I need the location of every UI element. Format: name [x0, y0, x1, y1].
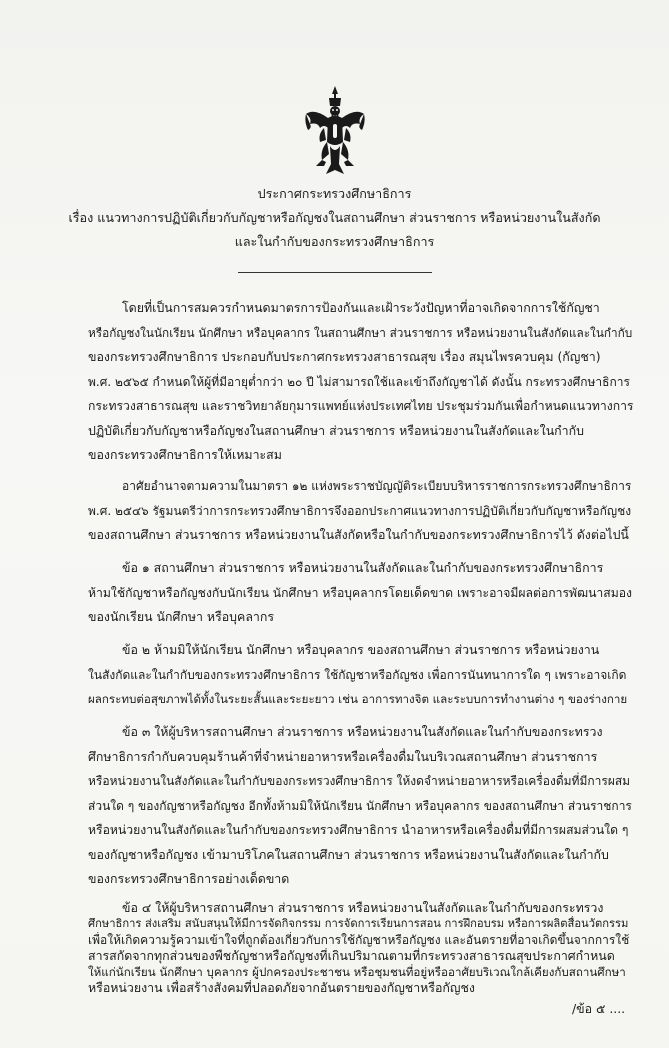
text-line: ในสังกัดและในกำกับของกระทรวงศึกษาธิการ ใช้กัญชาหรือกัญชง เพื่อการนันทนาการใด ๆ เพราะอาจเกิด [88, 667, 627, 682]
announcement-subject: เรื่อง แนวทางการปฏิบัติเกี่ยวกับกัญชาหรือกัญชงในสถานศึกษา ส่วนราชการ หรือหน่วยงานในสังกัด [68, 210, 601, 225]
text-line: ของสถานศึกษา ส่วนราชการ หรือหน่วยงานในสังกัดหรือในกำกับของกระทรวงศึกษาธิการไว้ ดังต่อไปนี้ [88, 527, 629, 542]
text-line: อาศัยอำนาจตามความในมาตรา ๑๒ แห่งพระราชบัญญัติระเบียบบริหารราชการกระทรวงศึกษาธิการ [122, 479, 632, 493]
text-line: ข้อ ๔ ให้ผู้บริหารสถานศึกษา ส่วนราชการ หรือหน่วยงานในสังกัดและในกำกับของกระทรวง [122, 900, 604, 915]
text-line: กระทรวงสาธารณสุข และราชวิทยาลัยกุมารแพทย์แห่งประเทศไทย ประชุมร่วมกันเพื่อกำหนดแนวทางการ [88, 399, 633, 413]
text-line: หรือหน่วยงานในสังกัดและในกำกับของกระทรวงศึกษาธิการ ให้งดจำหน่ายอาหารหรือเครื่องดื่มที่มีการผสม [88, 774, 631, 788]
text-line: ส่วนใด ๆ ของกัญชาหรือกัญชง อีกทั้งห้ามมิให้นักเรียน นักศึกษา หรือบุคลากร ของสถานศึกษา ส่วนราชการ [88, 798, 632, 813]
text-line: ข้อ ๑ สถานศึกษา ส่วนราชการ หรือหน่วยงานในสังกัดและในกำกับของกระทรวงศึกษาธิการ [122, 560, 604, 575]
continuation-marker: /ข้อ ๕ .... [572, 1001, 626, 1016]
text-line: เพื่อให้เกิดความรู้ความเข้าใจที่ถูกต้องเกี่ยวกับการใช้กัญชาหรือกัญชง และอันตรายที่อาจเกิดขึ้นจากการใช้ [88, 933, 630, 947]
text-line: ข้อ ๒ ห้ามมิให้นักเรียน นักศึกษา หรือบุคลากร ของสถานศึกษา ส่วนราชการ หรือหน่วยงาน [122, 642, 600, 657]
text-line: ให้แก่นักเรียน นักศึกษา บุคลากร ผู้ปกครองประชาชน หรือชุมชนที่อยู่หรืออาศัยบริเวณใกล้เคียงกับสถานศึกษา [88, 965, 626, 979]
text-line: ของกระทรวงศึกษาธิการอย่างเด็ดขาด [88, 871, 290, 886]
paragraph-clause-1 [88, 556, 633, 630]
text-line: หรือหน่วยงาน เพื่อสร้างสังคมที่ปลอดภัยจากอันตรายของกัญชาหรือกัญชง [88, 980, 475, 995]
announcement-subject-continued: และในกำกับของกระทรวงศึกษาธิการ [234, 234, 435, 249]
text-line: ของกระทรวงศึกษาธิการให้เหมาะสม [88, 447, 282, 462]
header-divider [238, 272, 432, 273]
text-line: หรือหน่วยงานในสังกัดและในกำกับของกระทรวงศึกษาธิการ นำอาหารหรือเครื่องดื่มที่มีการผสมส่วนใด ๆ [88, 823, 629, 837]
paragraph-clause-4 [88, 900, 633, 996]
text-line: ของกระทรวงศึกษาธิการ ประกอบกับประกาศกระทรวงสาธารณสุข เรื่อง สมุนไพรควบคุม (กัญชา) [88, 349, 601, 364]
announcement-header [60, 182, 609, 254]
garuda-emblem-icon [302, 84, 368, 176]
text-line: ปฏิบัติเกี่ยวกับกัญชาหรือกัญชงในสถานศึกษา ส่วนราชการ หรือหน่วยงานในสังกัดและในกำกับ [88, 422, 585, 438]
text-line: สารสกัดจากทุกส่วนของพืชกัญชาหรือกัญชงที่เกินปริมาณตามที่กระทรวงสาธารณสุขประกาศกำหนด [88, 948, 615, 963]
text-line: ของนักเรียน นักศึกษา หรือบุคลากร [88, 609, 275, 624]
text-line: ข้อ ๓ ให้ผู้บริหารสถานศึกษา ส่วนราชการ หรือหน่วยงานในสังกัดและในกำกับของกระทรวง [122, 724, 603, 739]
paragraph-clause-2 [88, 638, 633, 712]
text-line: ของกัญชาหรือกัญชง เข้ามาบริโภคในสถานศึกษา ส่วนราชการ หรือหน่วยงานในสังกัดและในกำกับ [88, 846, 609, 862]
text-line: พ.ศ. ๒๕๖๕ กำหนดให้ผู้ที่มีอายุต่ำกว่า ๒๐ ปี ไม่สามารถใช้และเข้าถึงกัญชาได้ ดังนั้น กระทรวงศึกษาธิการ [88, 374, 630, 389]
text-line: พ.ศ. ๒๕๔๖ รัฐมนตรีว่าการกระทรวงศึกษาธิการจึงออกประกาศแนวทางการปฏิบัติเกี่ยวกับกัญชาหรือกัญชง [88, 503, 632, 518]
text-line: หรือกัญชงในนักเรียน นักศึกษา หรือบุคลากร ในสถานศึกษา ส่วนราชการ หรือหน่วยงานในสังกัดและในกำกับ [88, 325, 633, 340]
text-line: ศึกษาธิการกำกับควบคุมร้านค้าที่จำหน่ายอาหารหรือเครื่องดื่มในบริเวณสถานศึกษา ส่วนราชการ [88, 748, 598, 764]
text-line: โดยที่เป็นการสมควรกำหนดมาตรการป้องกันและเฝ้าระวังปัญหาที่อาจเกิดจากการใช้กัญชา [122, 300, 600, 315]
announcement-title: ประกาศกระทรวงศึกษาธิการ [257, 186, 412, 201]
paragraph-preamble [88, 296, 633, 468]
paragraph-authority [88, 474, 633, 548]
paragraph-clause-3 [88, 720, 633, 892]
text-line: ห้ามใช้กัญชาหรือกัญชงกับนักเรียน นักศึกษา หรือบุคลากรโดยเด็ดขาด เพราะอาจมีผลต่อการพัฒนาสมอง [88, 585, 632, 600]
text-line: ผลกระทบต่อสุขภาพได้ทั้งในระยะสั้นและระยะยาว เช่น อาการทางจิต และระบบการทำงานต่าง ๆ ของร่างกาย [88, 692, 628, 706]
text-line: ศึกษาธิการ ส่งเสริม สนับสนุนให้มีการจัดกิจกรรม การจัดการเรียนการสอน การฝึกอบรม หรือการผลิตสื่อนวัตกรรม [88, 917, 629, 930]
